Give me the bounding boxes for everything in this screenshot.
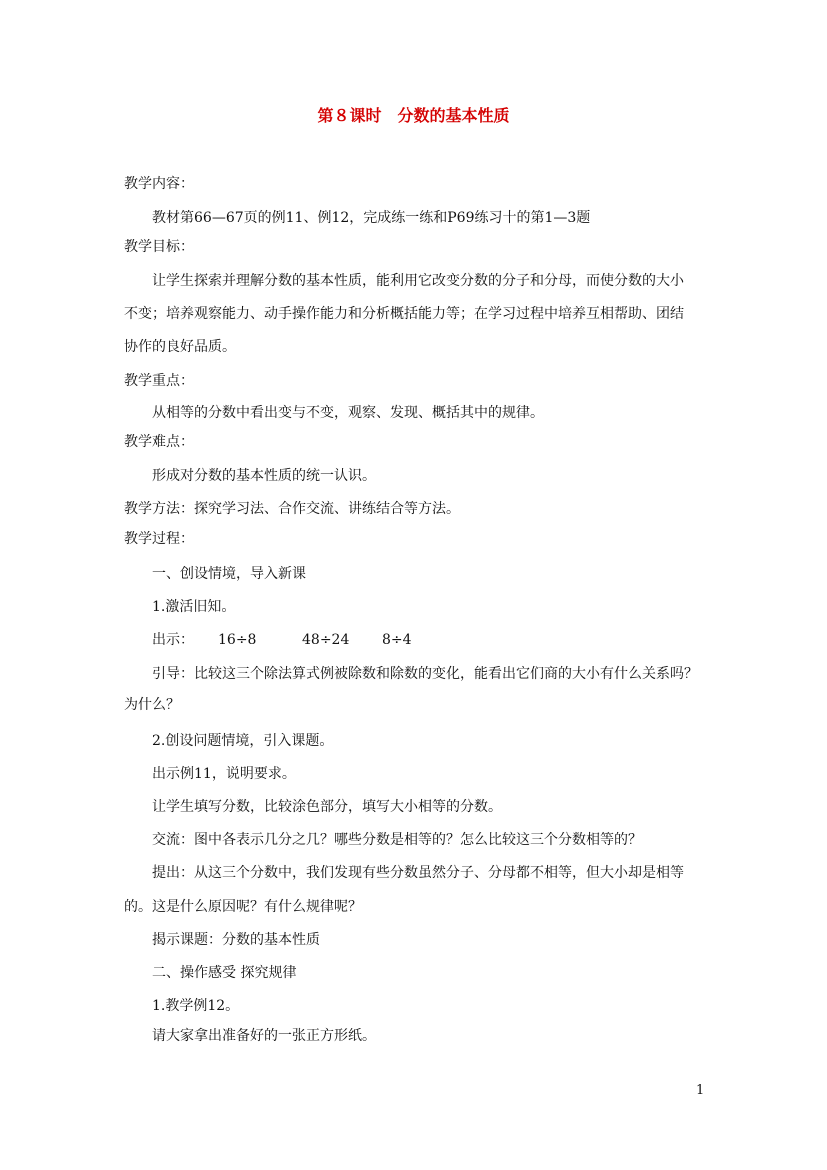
reveal-topic: 揭示课题：分数的基本性质: [152, 932, 320, 948]
guide-line-2: 为什么？: [124, 697, 180, 713]
ask-line-2: 的。这是什么原因呢？有什么规律呢？: [124, 899, 362, 915]
goals-line-2: 不变；培养观察能力、动手操作能力和分析概括能力等；在学习过程中培养互相帮助、团结: [124, 306, 684, 322]
expression: 16÷8: [218, 632, 257, 648]
step-2-1: 1.教学例12。: [152, 998, 240, 1014]
exchange-text: 交流：图中各表示几分之几？哪些分数是相等的？怎么比较这三个分数相等的？: [152, 832, 642, 848]
key-text: 从相等的分数中看出变与不变，观察、发现、概括其中的规律。: [152, 405, 544, 421]
step-1-1: 1.激活旧知。: [152, 599, 236, 615]
methods-text: 教学方法：探究学习法、合作交流、讲练结合等方法。: [124, 501, 460, 517]
heading-goals: 教学目标：: [124, 239, 194, 255]
heading-difficulty: 教学难点：: [124, 434, 194, 450]
section-1-heading: 一、创设情境，导入新课: [152, 566, 306, 582]
expression: 8÷4: [382, 632, 412, 648]
expression: 48÷24: [302, 632, 350, 648]
fill-instruction: 让学生填写分数，比较涂色部分，填写大小相等的分数。: [152, 799, 502, 815]
goals-line-1: 让学生探索并理解分数的基本性质，能利用它改变分数的分子和分母，而使分数的大小: [152, 273, 684, 289]
step-1-2: 2.创设问题情境，引入课题。: [152, 733, 334, 749]
content-text: 教材第66—67页的例11、例12，完成练一练和P69练习十的第1—3题: [152, 210, 591, 226]
ask-line-1: 提出：从这三个分数中，我们发现有些分数虽然分子、分母都不相等，但大小却是相等: [152, 865, 684, 881]
show-label: 出示：: [152, 632, 194, 648]
heading-process: 教学过程：: [124, 531, 194, 547]
page-number: 1: [696, 1083, 705, 1098]
heading-key: 教学重点：: [124, 373, 194, 389]
paper-instruction: 请大家拿出准备好的一张正方形纸。: [152, 1028, 376, 1044]
show-expressions: [152, 629, 412, 651]
heading-content: 教学内容：: [124, 176, 194, 192]
guide-line-1: 引导：比较这三个除法算式例被除数和除数的变化，能看出它们商的大小有什么关系吗？: [152, 666, 698, 682]
goals-line-3: 协作的良好品质。: [124, 339, 236, 355]
difficulty-text: 形成对分数的基本性质的统一认识。: [152, 468, 376, 484]
section-2-heading: 二、操作感受 探究规律: [152, 965, 297, 981]
example-11: 出示例11，说明要求。: [152, 766, 296, 782]
page-title: 第８课时 分数的基本性质: [317, 106, 510, 125]
